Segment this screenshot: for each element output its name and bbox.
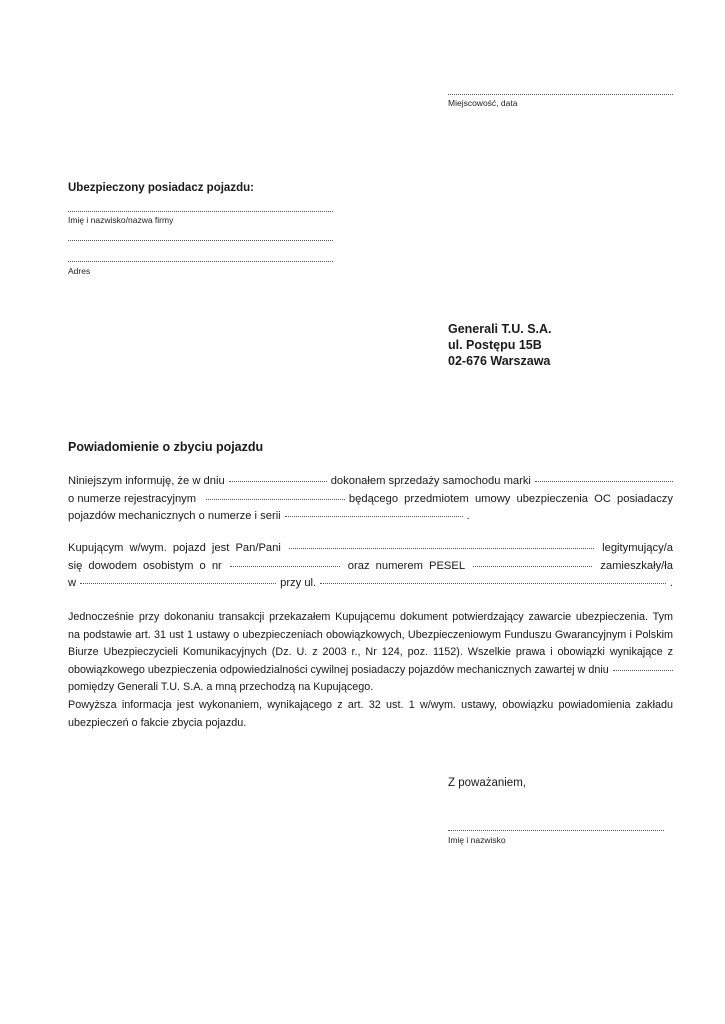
sale-text-end: . xyxy=(466,510,470,523)
sale-text-1: Niniejszym informuję, że w dniu xyxy=(68,475,225,487)
sale-text-2: dokonałem sprzedaży samochodu marki xyxy=(330,475,531,487)
transfer-line-3: Biurze Ubezpieczycieli Komunikacyjnych (Dz. U. z 2003 r., Nr 124, poz. 1152). Wszelkie prawa i obowiązki wynikające z xyxy=(68,646,673,659)
recipient-line-1: Generali T.U. S.A. xyxy=(448,322,552,336)
transfer-line-6: Powyższa informacja jest wykonaniem, wynikającego z art. 32 ust. 1 w/wym. ustawy, obowiązku powiadomienia zakładu xyxy=(68,698,673,711)
car-make-field[interactable] xyxy=(535,481,673,482)
place-date-label: Miejscowość, data xyxy=(448,98,518,108)
sale-text-5: pojazdów mechanicznych o numerze i serii xyxy=(68,510,281,523)
sale-text-4: będącego przedmiotem umowy ubezpieczenia OC posiadaczy xyxy=(348,492,673,505)
sender-heading: Ubezpieczony posiadacz pojazdu: xyxy=(68,182,254,194)
recipient-line-2: ul. Postępu 15B xyxy=(448,338,542,352)
sender-address-label: Adres xyxy=(68,266,91,276)
signature-field[interactable] xyxy=(448,830,664,831)
buyer-text-5: zamieszkały/ła xyxy=(600,559,673,572)
sender-address-field-2[interactable] xyxy=(68,261,333,262)
sale-date-field[interactable] xyxy=(229,481,327,482)
buyer-street-field[interactable] xyxy=(320,583,666,584)
transfer-line-1: Jednocześnie przy dokonaniu transakcji przekazałem Kupującemu dokument potwierdzający zawarcie ubezpieczenia. Tym xyxy=(68,611,673,623)
place-date-field[interactable] xyxy=(448,94,673,95)
sender-name-label: Imię i nazwisko/nazwa firmy xyxy=(68,215,174,225)
transfer-line-4: obowiązkowego ubezpieczenia odpowiedzialności cywilnej posiadaczy pojazdów mechanicznych zawartej w dniu xyxy=(68,663,609,676)
buyer-text-7: przy ul. xyxy=(280,577,317,590)
paragraph-buyer xyxy=(68,540,673,593)
pesel-field[interactable] xyxy=(473,566,592,567)
paragraph-transfer xyxy=(68,609,673,732)
transfer-line-2: na podstawie art. 31 ust 1 ustawy o ubezpieczeniach obowiązkowych, Ubezpieczeniowym Funduszu Gwarancyjnym i Polskim xyxy=(68,628,673,641)
sale-text-3: o numerze rejestracyjnym xyxy=(68,492,197,505)
buyer-city-field[interactable] xyxy=(80,583,276,584)
transfer-line-7: ubezpieczeń o fakcie zbycia pojazdu. xyxy=(68,716,247,729)
buyer-text-3: się dowodem osobistym o nr xyxy=(68,559,222,572)
signature-label: Imię i nazwisko xyxy=(448,835,506,845)
sender-address-field-1[interactable] xyxy=(68,240,333,241)
buyer-text-1: Kupującym w/wym. pojazd jest Pan/Pani xyxy=(68,542,281,554)
buyer-text-end: . xyxy=(669,577,673,590)
buyer-text-6: w xyxy=(68,577,77,590)
buyer-text-2: legitymujący/a xyxy=(602,542,673,554)
document-title: Powiadomienie o zbyciu pojazdu xyxy=(68,440,264,454)
buyer-name-field[interactable] xyxy=(289,548,594,549)
recipient-line-3: 02-676 Warszawa xyxy=(448,354,551,368)
paragraph-sale xyxy=(68,473,673,526)
sender-name-field[interactable] xyxy=(68,211,333,212)
buyer-text-4: oraz numerem PESEL xyxy=(347,559,466,572)
contract-date-field[interactable] xyxy=(613,670,673,671)
policy-number-field[interactable] xyxy=(285,516,463,517)
registration-number-field[interactable] xyxy=(206,499,345,500)
id-card-number-field[interactable] xyxy=(230,566,340,567)
recipient-address xyxy=(448,321,552,369)
transfer-line-5: pomiędzy Generali T.U. S.A. a mną przechodzą na Kupującego. xyxy=(68,681,374,694)
closing-greeting: Z poważaniem, xyxy=(448,777,526,789)
